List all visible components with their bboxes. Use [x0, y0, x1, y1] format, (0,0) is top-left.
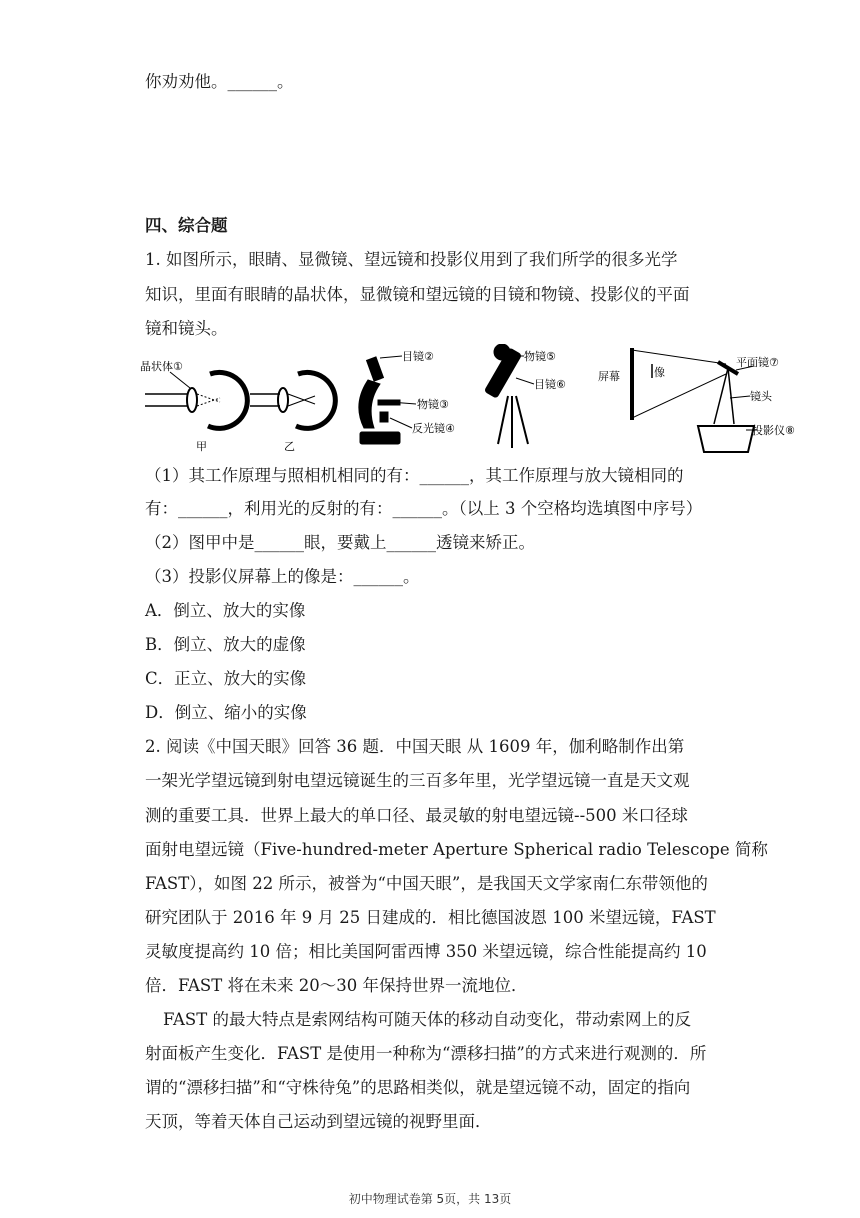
eye-b-caption: 乙	[284, 440, 295, 453]
text-line: 你劝劝他。______。	[145, 72, 294, 91]
projector-screen-label: 屏幕	[598, 370, 620, 383]
eye-label-1: 晶状体①	[140, 360, 183, 373]
optics-diagram	[140, 344, 820, 456]
text-line: 有：______，利用光的反射的有：______。（以上 3 个空格均选填图中序号）	[145, 499, 703, 518]
eye-a-drawing	[145, 372, 247, 428]
section-heading: 四、综合题	[145, 216, 228, 235]
text-line: 测的重要工具．世界上最大的单口径、最灵敏的射电望远镜--500 米口径球	[145, 806, 688, 825]
text-line: 天顶，等着天体自己运动到望远镜的视野里面．	[145, 1112, 492, 1131]
page-footer: 初中物理试卷第 5页，共 13页	[348, 1192, 512, 1206]
text-line: 一架光学望远镜到射电望远镜诞生的三百多年里，光学望远镜一直是天文观	[145, 771, 690, 790]
option-d: D．倒立、缩小的实像	[145, 703, 307, 722]
text-line: 镜和镜头。	[145, 319, 228, 338]
text-line: FAST 的最大特点是索网结构可随天体的移动自动变化，带动索网上的反	[163, 1010, 691, 1029]
telescope-label-6: 目镜⑥	[534, 378, 566, 391]
text-line: 谓的“漂移扫描”和“守株待兔”的思路相类似，就是望远镜不动，固定的指向	[145, 1078, 691, 1097]
microscope-label-2: 目镜②	[402, 350, 434, 363]
option-a: A．倒立、放大的实像	[145, 601, 306, 620]
option-b: B．倒立、放大的虚像	[145, 635, 306, 654]
text-line: 面射电望远镜（Five-hundred-meter Aperture Spherical radio Telescope 简称	[145, 840, 768, 859]
option-c: C．正立、放大的实像	[145, 669, 307, 688]
eye-b-drawing	[250, 372, 335, 428]
text-line: 灵敏度提高约 10 倍；相比美国阿雷西博 350 米望远镜，综合性能提高约 10	[145, 942, 707, 961]
microscope-drawing	[359, 356, 416, 444]
eye-a-caption: 甲	[196, 440, 207, 453]
projector-image-label: 像	[654, 366, 665, 379]
optics-figure	[140, 344, 820, 456]
microscope-label-3: 物镜③	[417, 398, 449, 411]
text-line: （3）投影仪屏幕上的像是：______。	[145, 567, 420, 586]
text-line: 知识，里面有眼睛的晶状体，显微镜和望远镜的目镜和物镜、投影仪的平面	[145, 285, 690, 304]
projector-label-8: 投影仪⑧	[752, 424, 795, 437]
text-line: 2. 阅读《中国天眼》回答 36 题．中国天眼 从 1609 年，伽利略制作出第	[145, 737, 685, 756]
text-line: （2）图甲中是______眼，要戴上______透镜来矫正。	[145, 533, 535, 552]
text-line: FAST），如图 22 所示，被誉为“中国天眼”，是我国天文学家南仁东带领他的	[145, 874, 708, 893]
telescope-label-5: 物镜⑤	[524, 350, 556, 363]
projector-label-7: 平面镜⑦	[736, 356, 779, 369]
text-line: 1. 如图所示，眼睛、显微镜、望远镜和投影仪用到了我们所学的很多光学	[145, 250, 678, 269]
microscope-label-4: 反光镜④	[412, 422, 455, 435]
text-line: （1）其工作原理与照相机相同的有：______，其工作原理与放大镜相同的	[145, 466, 684, 485]
text-line: 倍．FAST 将在未来 20～30 年保持世界一流地位．	[145, 976, 528, 995]
text-line: 射面板产生变化．FAST 是使用一种称为“漂移扫描”的方式来进行观测的．所	[145, 1044, 707, 1063]
text-line: 研究团队于 2016 年 9 月 25 日建成的．相比德国波恩 100 米望远镜，FAST	[145, 908, 716, 927]
projector-lens-label: 镜头	[750, 390, 772, 403]
